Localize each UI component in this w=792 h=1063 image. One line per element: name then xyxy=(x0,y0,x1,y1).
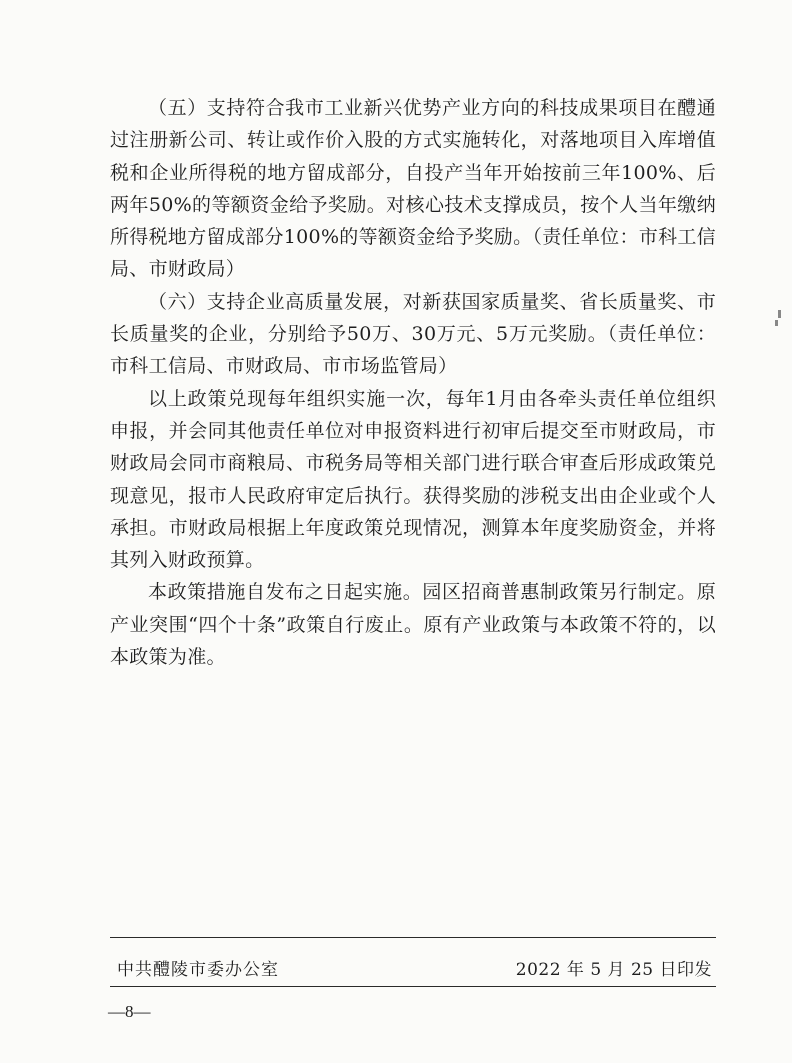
paragraph-item-6: （六）支持企业高质量发展，对新获国家质量奖、省长质量奖、市长质量奖的企业，分别给予50万、30万元、5万元奖励。（责任单位：市科工信局、市财政局、市市场监管局） xyxy=(110,290,716,378)
binding-mark xyxy=(775,320,778,326)
footer-top-rule xyxy=(110,937,716,938)
paragraph-effective-date: 本政策措施自发布之日起实施。园区招商普惠制政策另行制定。原产业突围“四个十条”政策自行废止。原有产业政策与本政策不符的，以本政策为准。 xyxy=(110,581,716,669)
footer-bottom-rule xyxy=(110,986,716,987)
paragraph-policy-implementation: 以上政策兑现每年组织实施一次，每年1月由各牵头责任单位组织申报，并会同其他责任单位对申报资料进行初审后提交至市财政局，市财政局会同市商粮局、市税务局等相关部门进行联合审查后形成政策兑现意见，报市人民政府审定后执行。获得奖励的涉税支出由企业或个人承担。市财政局根据上年度政策兑现情况，测算本年度奖励资金，并将其列入财政预算。 xyxy=(110,387,716,572)
footer-print-date: 2022 年 5 月 25 日印发 xyxy=(515,960,712,980)
body-text xyxy=(110,92,716,673)
page-number: —8— xyxy=(108,1002,151,1021)
footer-issuer: 中共醴陵市委办公室 xyxy=(117,960,279,980)
binding-mark xyxy=(778,310,781,318)
paragraph-item-5: （五）支持符合我市工业新兴优势产业方向的科技成果项目在醴通过注册新公司、转让或作价入股的方式实施转化，对落地项目入库增值税和企业所得税的地方留成部分，自投产当年开始按前三年100%、后两年50%的等额资金给予奖励。对核心技术支撑成员，按个人当年缴纳所得税地方留成部分100%的等额资金给予奖励。（责任单位：市科工信局、市财政局） xyxy=(110,97,716,281)
